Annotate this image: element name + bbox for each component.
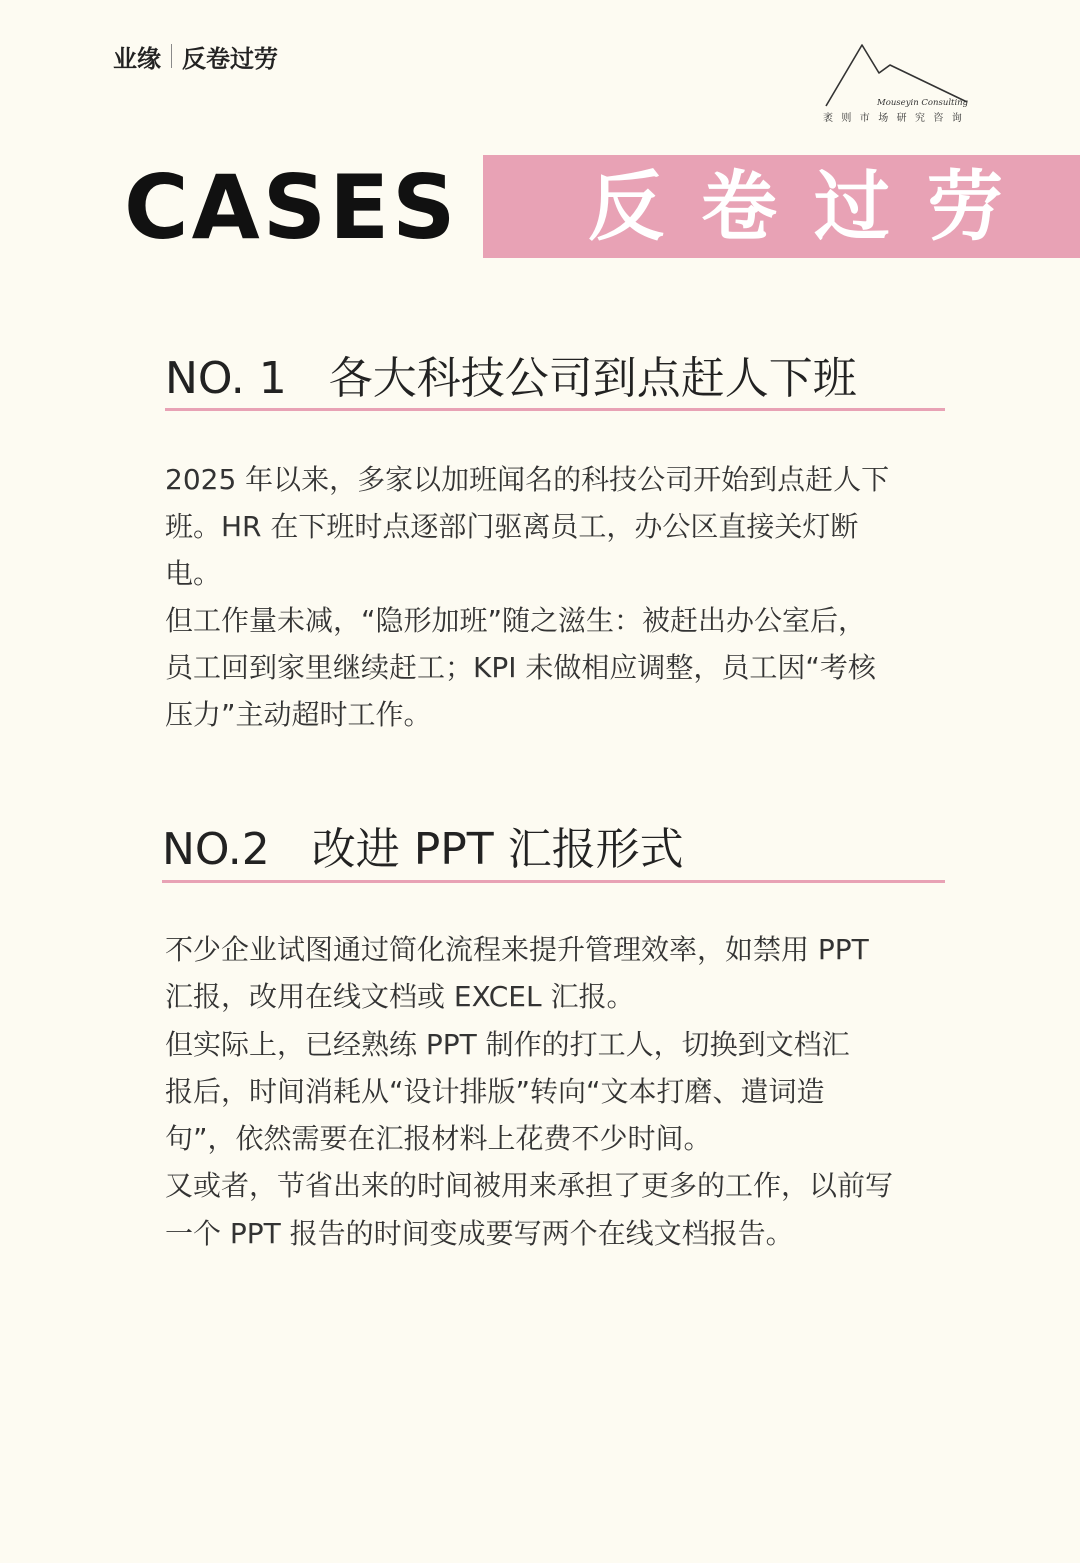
- title-banner: [483, 155, 1080, 258]
- section-title: 各大科技公司到点赶人下班: [328, 353, 857, 404]
- mountain-icon: [826, 45, 967, 106]
- text-line: 报后，时间消耗从“设计排版”转向“文本打磨、遣词造: [165, 1074, 825, 1108]
- page-header: [113, 40, 278, 72]
- cases-heading: CASES: [124, 156, 459, 259]
- text-line: 2025 年以来，多家以加班闻名的科技公司开始到点赶人下: [165, 463, 890, 496]
- logo-company-name: 袤则市场研究咨询: [823, 113, 971, 124]
- section-2-underline: [162, 880, 945, 883]
- text-line: 汇报，改用在线文档或 EXCEL 汇报。: [165, 980, 635, 1014]
- text-line: 句”，依然需要在汇报材料上花费不少时间。: [165, 1122, 712, 1156]
- paragraph: [165, 926, 893, 1021]
- text-line: 但工作量未减，“隐形加班”随之滋生：被赶出办公室后，: [165, 604, 867, 637]
- text-line: 班。HR 在下班时点逐部门驱离员工，办公区直接关灯断: [165, 510, 859, 543]
- company-logo: [815, 36, 980, 131]
- banner-title: 反卷过劳: [588, 162, 1040, 251]
- text-line: 员工回到家里继续赶工；KPI 未做相应调整，员工因“考核: [165, 651, 876, 684]
- section-1-heading: [165, 350, 857, 408]
- section-1-underline: [165, 408, 945, 411]
- section-number: NO. 1: [165, 353, 287, 404]
- section-1-body: [165, 456, 889, 738]
- text-line: 不少企业试图通过简化流程来提升管理效率，如禁用 PPT: [165, 933, 869, 966]
- paragraph: [165, 1162, 893, 1257]
- paragraph: [165, 456, 889, 597]
- section-2-body: [165, 926, 893, 1257]
- section-number: NO.2: [162, 824, 270, 875]
- series-label: 反卷过劳: [182, 43, 278, 73]
- text-line: 一个 PPT 报告的时间变成要写两个在线文档报告。: [165, 1216, 794, 1250]
- paragraph: [165, 1021, 893, 1163]
- brand-label: 业缘: [113, 43, 161, 73]
- logo-script: Mouseyin Consulting: [877, 98, 969, 108]
- text-line: 但实际上，已经熟练 PPT 制作的打工人，切换到文档汇: [165, 1027, 850, 1061]
- text-line: 电。: [165, 557, 222, 590]
- text-line: 又或者，节省出来的时间被用来承担了更多的工作，以前写: [165, 1169, 894, 1203]
- section-title: 改进 PPT 汇报形式: [311, 824, 684, 875]
- paragraph: [165, 597, 889, 738]
- header-divider: [171, 44, 172, 68]
- text-line: 压力”主动超时工作。: [165, 698, 432, 731]
- section-2-heading: [162, 821, 684, 879]
